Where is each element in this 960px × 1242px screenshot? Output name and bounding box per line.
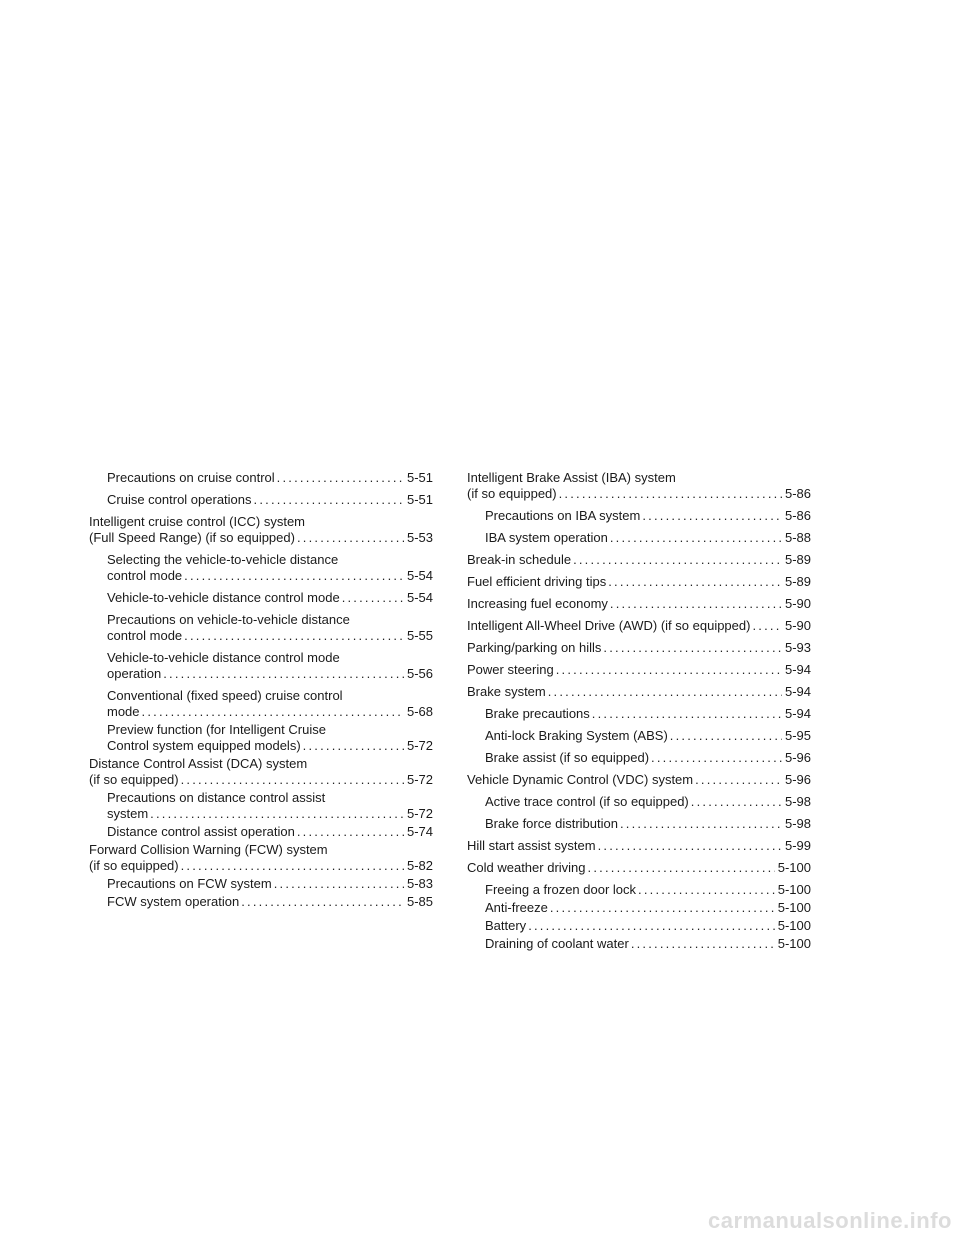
- toc-entry-leader-line: [107, 894, 433, 910]
- toc-entry-title: Freeing a frozen door lock: [485, 882, 637, 897]
- toc-entry-title: Brake force distribution: [485, 816, 618, 831]
- toc-page-number: 5-94: [784, 662, 811, 677]
- dot-leader: [342, 590, 404, 606]
- dot-leader: [184, 628, 404, 644]
- toc-page-number: 5-95: [784, 728, 811, 743]
- toc-page-number: 5-90: [784, 596, 811, 611]
- dot-leader: [277, 470, 404, 486]
- toc-entry-title: FCW system operation: [107, 894, 240, 909]
- toc-entry-leader-line: [107, 876, 433, 892]
- toc-entry[interactable]: [467, 574, 811, 590]
- toc-page-number: 5-88: [784, 530, 811, 545]
- toc-page-number: 5-53: [406, 530, 433, 545]
- toc-entry-leader-line: [89, 772, 433, 788]
- toc-entry-title: (if so equipped): [467, 486, 557, 501]
- toc-entry[interactable]: [89, 470, 433, 486]
- toc-page-number: 5-100: [777, 936, 811, 951]
- toc-page-number: 5-54: [406, 590, 433, 605]
- toc-entry[interactable]: [89, 650, 433, 682]
- toc-page-number: 5-100: [777, 882, 811, 897]
- toc-page-number: 5-98: [784, 794, 811, 809]
- toc-entry-title-line: Intelligent cruise control (ICC) system: [89, 514, 306, 529]
- toc-entry[interactable]: [467, 936, 811, 952]
- toc-entry-leader-line: [467, 552, 811, 568]
- toc-entry[interactable]: [467, 530, 811, 546]
- toc-entry-title: Cold weather driving: [467, 860, 586, 875]
- toc-entry-leader-line: [107, 824, 433, 840]
- toc-page-number: 5-83: [406, 876, 433, 891]
- toc-entry[interactable]: [467, 662, 811, 678]
- toc-entry-leader-line: [107, 738, 433, 754]
- toc-entry-leader-line: [485, 794, 811, 810]
- toc-entry[interactable]: [467, 470, 811, 502]
- toc-entry-title: Precautions on IBA system: [485, 508, 641, 523]
- dot-leader: [631, 936, 775, 952]
- toc-entry-leader-line: [107, 568, 433, 584]
- toc-entry-title: Vehicle-to-vehicle distance control mode: [107, 590, 340, 605]
- toc-entry[interactable]: [467, 618, 811, 634]
- toc-page-number: 5-85: [406, 894, 433, 909]
- toc-page-number: 5-90: [784, 618, 811, 633]
- toc-page-number: 5-89: [784, 552, 811, 567]
- dot-leader: [297, 824, 404, 840]
- toc-entry-leader-line: [467, 596, 811, 612]
- toc-entry-title-line: Distance Control Assist (DCA) system: [89, 756, 308, 771]
- dot-leader: [550, 900, 775, 916]
- dot-leader: [691, 794, 782, 810]
- toc-page-number: 5-51: [406, 470, 433, 485]
- toc-entry-title: mode: [107, 704, 140, 719]
- toc-entry-leader-line: [485, 706, 811, 722]
- toc-entry[interactable]: [89, 790, 433, 822]
- toc-column-left: [89, 470, 433, 912]
- dot-leader: [254, 492, 404, 508]
- toc-entry-leader-line: [467, 662, 811, 678]
- toc-page-number: 5-98: [784, 816, 811, 831]
- dot-leader: [142, 704, 404, 720]
- toc-entry-title: Vehicle Dynamic Control (VDC) system: [467, 772, 694, 787]
- toc-entry-title: Brake system: [467, 684, 546, 699]
- dot-leader: [181, 858, 404, 874]
- toc-entry[interactable]: [89, 842, 433, 874]
- toc-entry[interactable]: [89, 824, 433, 840]
- toc-page-number: 5-96: [784, 750, 811, 765]
- toc-entry-title: Battery: [485, 918, 527, 933]
- toc-entry[interactable]: [467, 684, 811, 700]
- toc-entry-leader-line: [89, 530, 433, 546]
- toc-entry[interactable]: [89, 552, 433, 584]
- toc-entry-title: control mode: [107, 628, 183, 643]
- toc-entry-title: Power steering: [467, 662, 554, 677]
- toc-entry[interactable]: [467, 816, 811, 832]
- toc-entry-leader-line: [467, 772, 811, 788]
- dot-leader: [163, 666, 404, 682]
- dot-leader: [598, 838, 782, 854]
- toc-entry-title-line: Intelligent Brake Assist (IBA) system: [467, 470, 676, 485]
- toc-column-right: [467, 470, 811, 954]
- toc-entry-title-line: Precautions on vehicle-to-vehicle distance: [107, 612, 350, 627]
- toc-entry-title-line: Vehicle-to-vehicle distance control mode: [107, 650, 340, 665]
- toc-entry[interactable]: [467, 838, 811, 854]
- toc-entry-leader-line: [485, 530, 811, 546]
- toc-entry-title: system: [107, 806, 149, 821]
- toc-entry-leader-line: [467, 574, 811, 590]
- dot-leader: [608, 574, 782, 590]
- toc-entry-title: Brake precautions: [485, 706, 590, 721]
- dot-leader: [573, 552, 782, 568]
- toc-page-number: 5-72: [406, 806, 433, 821]
- toc-entry-title: Precautions on cruise control: [107, 470, 275, 485]
- toc-entry-title: Draining of coolant water: [485, 936, 629, 951]
- toc-page-number: 5-96: [784, 772, 811, 787]
- toc-entry[interactable]: [89, 722, 433, 754]
- toc-entry-title-line: Conventional (fixed speed) cruise control: [107, 688, 343, 703]
- toc-entry-leader-line: [485, 882, 811, 898]
- toc-entry[interactable]: [467, 900, 811, 916]
- toc-page-number: 5-82: [406, 858, 433, 873]
- toc-entry-title-line: Preview function (for Intelligent Cruise: [107, 722, 326, 737]
- toc-page-number: 5-100: [777, 900, 811, 915]
- dot-leader: [528, 918, 775, 934]
- toc-entry[interactable]: [467, 860, 811, 876]
- toc-entry-title: Anti-lock Braking System (ABS): [485, 728, 668, 743]
- toc-page-number: 5-72: [406, 772, 433, 787]
- toc-entry-leader-line: [107, 492, 433, 508]
- toc-page-number: 5-100: [777, 860, 811, 875]
- toc-page-number: 5-68: [406, 704, 433, 719]
- toc-entry-leader-line: [485, 508, 811, 524]
- toc-entry[interactable]: [467, 640, 811, 656]
- toc-entry-leader-line: [485, 816, 811, 832]
- toc-entry-leader-line: [107, 666, 433, 682]
- toc-entry[interactable]: [467, 918, 811, 934]
- toc-entry[interactable]: [467, 882, 811, 898]
- toc-entry-title: (Full Speed Range) (if so equipped): [89, 530, 295, 545]
- toc-entry-leader-line: [485, 750, 811, 766]
- toc-entry-title: (if so equipped): [89, 858, 179, 873]
- toc-entry[interactable]: [467, 728, 811, 744]
- dot-leader: [651, 750, 782, 766]
- toc-entry-leader-line: [467, 486, 811, 502]
- dot-leader: [150, 806, 404, 822]
- toc-page-number: 5-94: [784, 684, 811, 699]
- toc-page-number: 5-86: [784, 486, 811, 501]
- toc-entry-title: Parking/parking on hills: [467, 640, 602, 655]
- toc-entry-title: Break-in schedule: [467, 552, 572, 567]
- toc-entry-title: Brake assist (if so equipped): [485, 750, 650, 765]
- toc-page-number: 5-100: [777, 918, 811, 933]
- toc-entry[interactable]: [89, 688, 433, 720]
- dot-leader: [303, 738, 404, 754]
- toc-page-number: 5-51: [406, 492, 433, 507]
- toc-entry[interactable]: [89, 756, 433, 788]
- toc-entry-leader-line: [89, 858, 433, 874]
- toc-entry-title: IBA system operation: [485, 530, 608, 545]
- toc-entry-title-line: Selecting the vehicle-to-vehicle distance: [107, 552, 339, 567]
- toc-page-number: 5-54: [406, 568, 433, 583]
- dot-leader: [695, 772, 782, 788]
- toc-entry-title: (if so equipped): [89, 772, 179, 787]
- toc-page-number: 5-86: [784, 508, 811, 523]
- toc-entry-leader-line: [107, 628, 433, 644]
- dot-leader: [274, 876, 404, 892]
- toc-entry-leader-line: [467, 640, 811, 656]
- toc-page-number: 5-72: [406, 738, 433, 753]
- toc-entry-leader-line: [485, 728, 811, 744]
- watermark: carmanualsonline.info: [708, 1208, 952, 1233]
- dot-leader: [592, 706, 782, 722]
- dot-leader: [603, 640, 782, 656]
- toc-entry-title: Active trace control (if so equipped): [485, 794, 689, 809]
- toc-entry-title: Increasing fuel economy: [467, 596, 608, 611]
- toc-entry-leader-line: [107, 590, 433, 606]
- toc-entry[interactable]: [467, 750, 811, 766]
- dot-leader: [610, 530, 782, 546]
- toc-entry[interactable]: [467, 772, 811, 788]
- dot-leader: [556, 662, 782, 678]
- toc-entry-title-line: Forward Collision Warning (FCW) system: [89, 842, 328, 857]
- dot-leader: [610, 596, 782, 612]
- toc-page-number: 5-94: [784, 706, 811, 721]
- toc-page-number: 5-93: [784, 640, 811, 655]
- toc-entry-leader-line: [485, 936, 811, 952]
- toc-entry[interactable]: [467, 596, 811, 612]
- toc-entry-leader-line: [107, 470, 433, 486]
- toc-page-number: 5-55: [406, 628, 433, 643]
- toc-entry[interactable]: [89, 876, 433, 892]
- toc-entry[interactable]: [89, 514, 433, 546]
- toc-entry-leader-line: [485, 900, 811, 916]
- toc-entry-title: operation: [107, 666, 162, 681]
- dot-leader: [184, 568, 404, 584]
- toc-entry-leader-line: [467, 618, 811, 634]
- dot-leader: [642, 508, 782, 524]
- toc-entry[interactable]: [89, 590, 433, 606]
- dot-leader: [670, 728, 782, 744]
- dot-leader: [548, 684, 782, 700]
- toc-entry-leader-line: [107, 704, 433, 720]
- dot-leader: [559, 486, 782, 502]
- toc-entry-title: Anti-freeze: [485, 900, 548, 915]
- toc-entry[interactable]: [467, 706, 811, 722]
- toc-entry-title: Cruise control operations: [107, 492, 252, 507]
- dot-leader: [588, 860, 775, 876]
- toc-entry[interactable]: [467, 552, 811, 568]
- toc-entry-title: Control system equipped models): [107, 738, 301, 753]
- toc-entry[interactable]: [89, 492, 433, 508]
- toc-entry[interactable]: [467, 794, 811, 810]
- toc-page-number: 5-99: [784, 838, 811, 853]
- toc-page-number: 5-89: [784, 574, 811, 589]
- toc-entry[interactable]: [89, 894, 433, 910]
- dot-leader: [752, 618, 782, 634]
- toc-entry-title: Distance control assist operation: [107, 824, 295, 839]
- toc-entry[interactable]: [89, 612, 433, 644]
- toc-entry-title: control mode: [107, 568, 183, 583]
- toc-entry-title-line: Precautions on distance control assist: [107, 790, 326, 805]
- toc-entry[interactable]: [467, 508, 811, 524]
- toc-entry-leader-line: [485, 918, 811, 934]
- toc-page-number: 5-56: [406, 666, 433, 681]
- toc-entry-leader-line: [107, 806, 433, 822]
- toc-entry-leader-line: [467, 684, 811, 700]
- dot-leader: [181, 772, 404, 788]
- toc-entry-title: Intelligent All-Wheel Drive (AWD) (if so equipped): [467, 618, 751, 633]
- toc-entry-leader-line: [467, 860, 811, 876]
- toc-entry-leader-line: [467, 838, 811, 854]
- dot-leader: [638, 882, 775, 898]
- toc-page-number: 5-74: [406, 824, 433, 839]
- dot-leader: [297, 530, 404, 546]
- toc-entry-title: Hill start assist system: [467, 838, 596, 853]
- toc-entry-title: Fuel efficient driving tips: [467, 574, 607, 589]
- toc-entry-title: Precautions on FCW system: [107, 876, 272, 891]
- dot-leader: [241, 894, 404, 910]
- dot-leader: [620, 816, 782, 832]
